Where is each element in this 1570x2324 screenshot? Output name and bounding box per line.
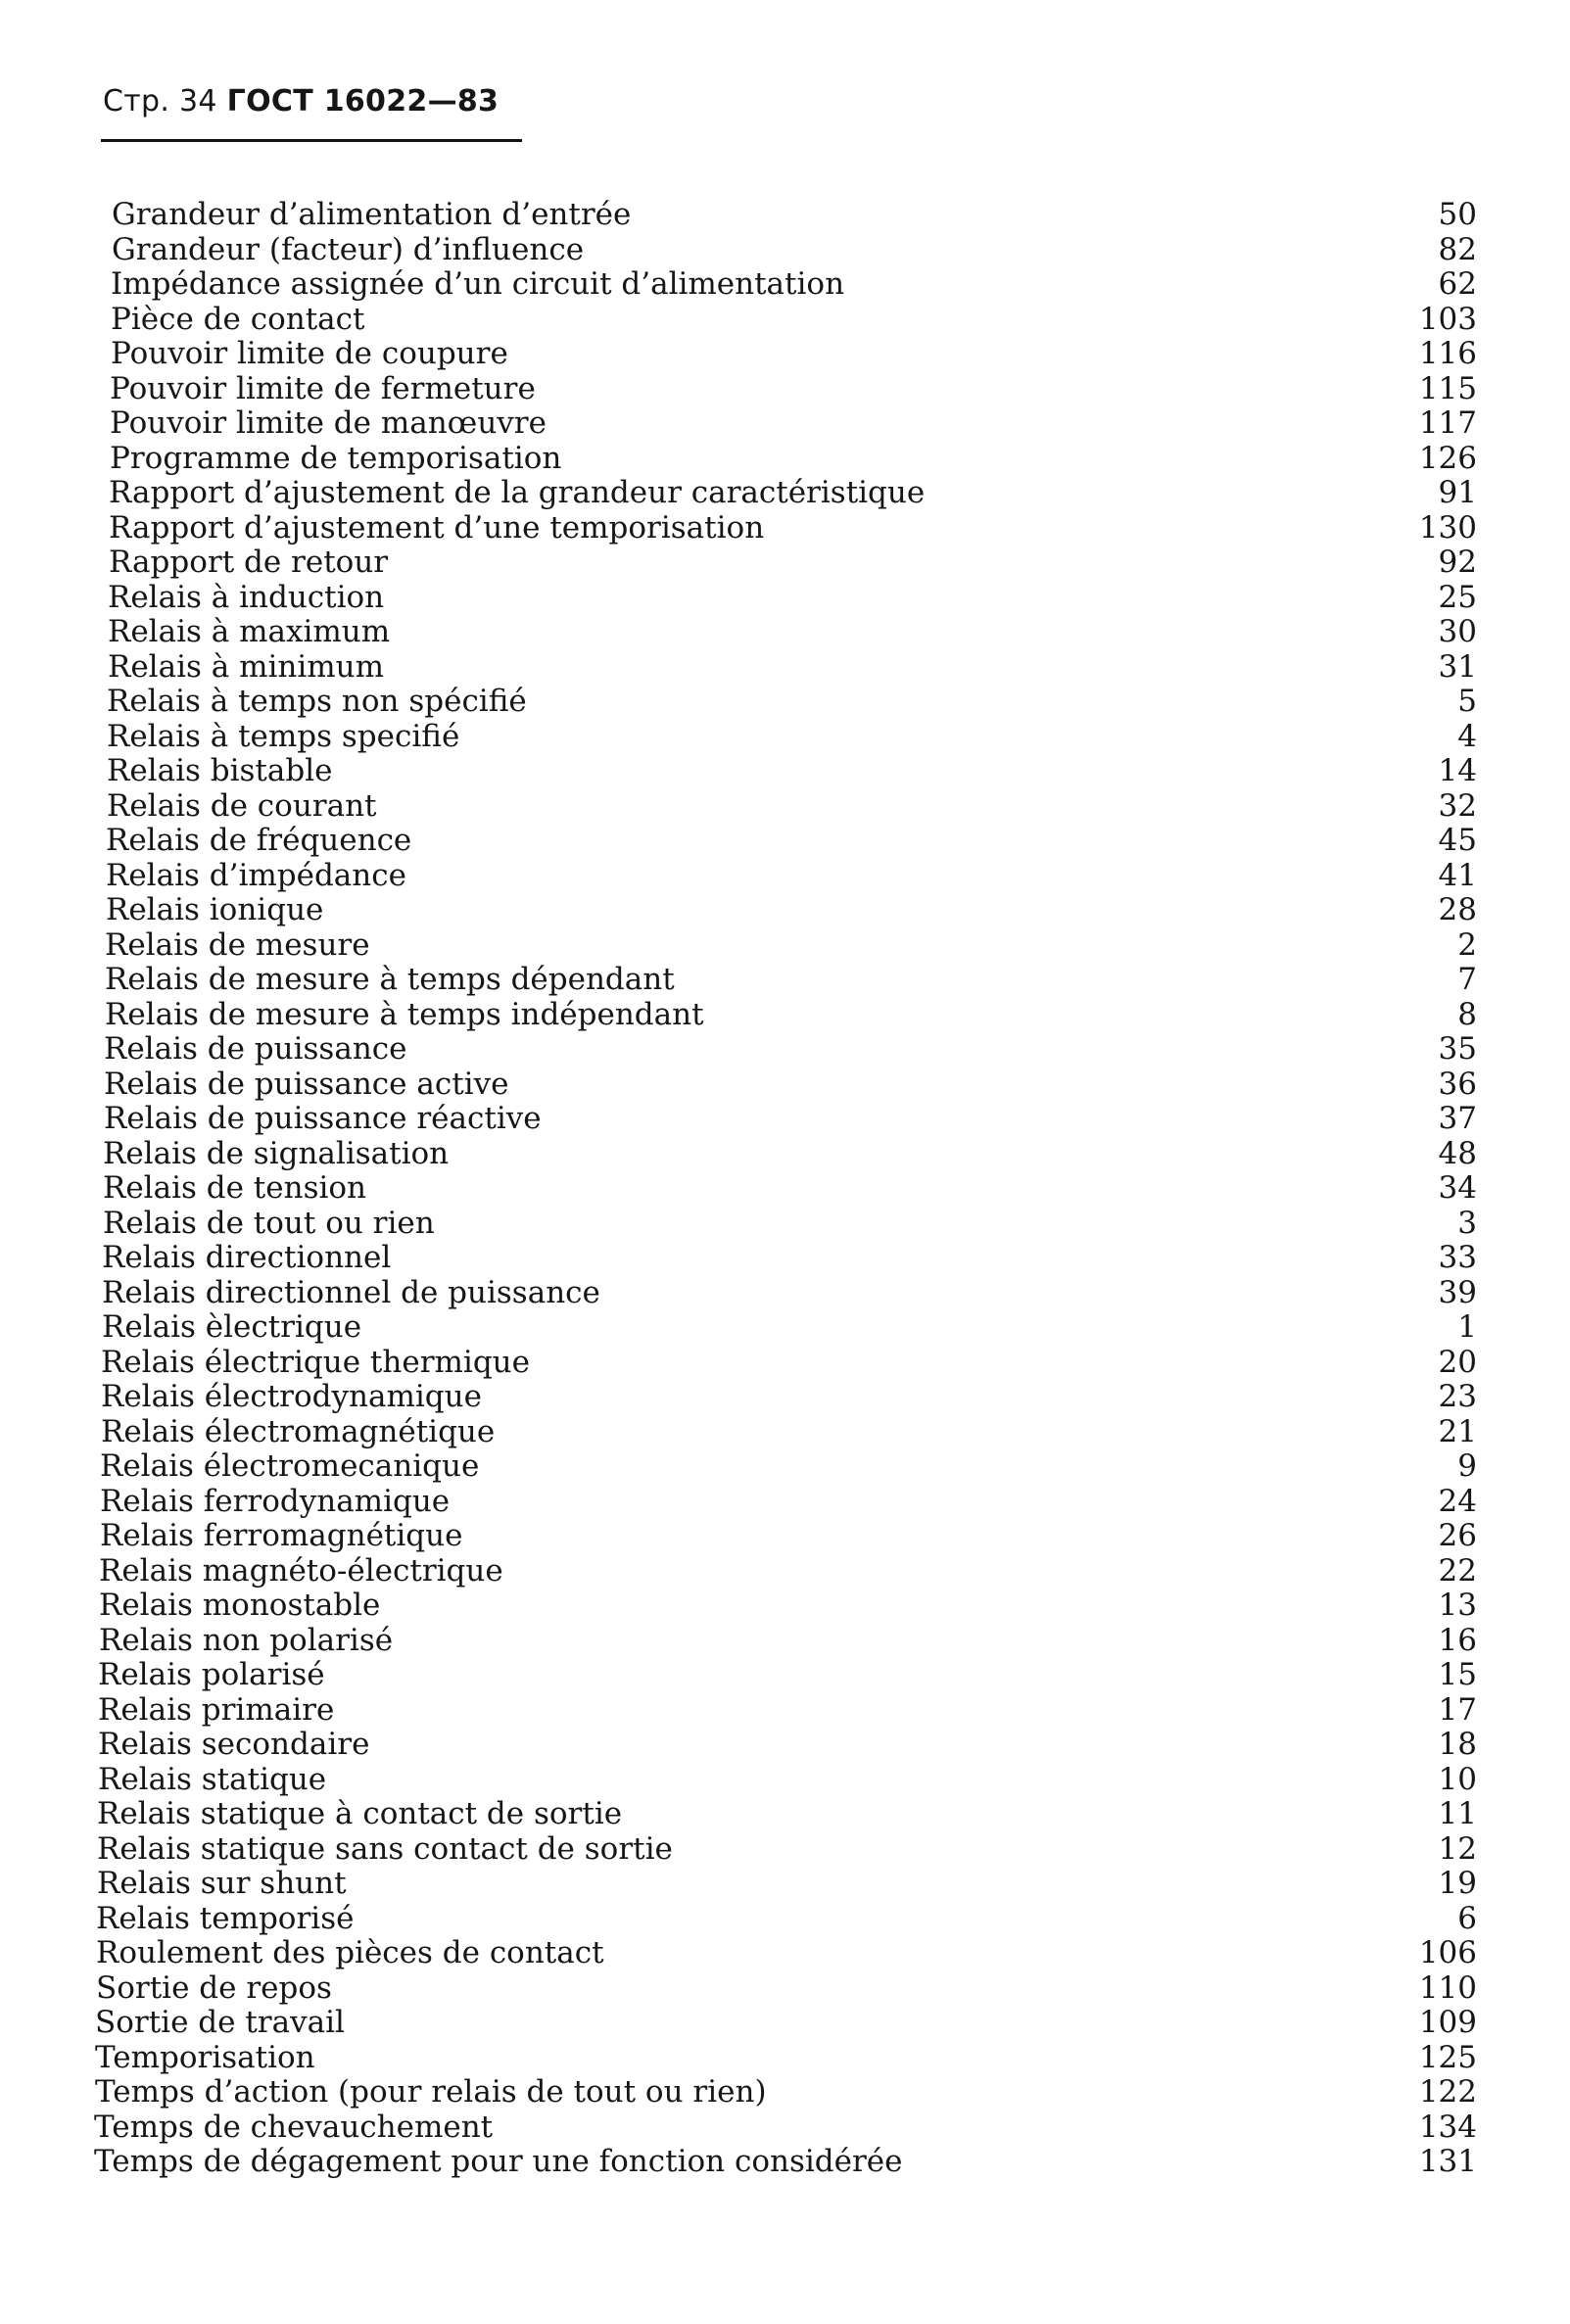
index-entry	[94, 1380, 1477, 1415]
index-entry	[94, 650, 1477, 686]
index-term-number: 103	[1418, 301, 1477, 337]
index-term-number: 32	[1438, 787, 1477, 824]
index-entry	[94, 1310, 1477, 1346]
index-term-number: 115	[1418, 370, 1477, 406]
index-term-number: 24	[1438, 1483, 1477, 1519]
index-term: Relais d’impédance	[106, 857, 406, 893]
index-entry	[94, 1067, 1477, 1103]
index-term-number: 13	[1438, 1588, 1477, 1623]
index-term: Sortie de repos	[96, 1969, 332, 2006]
index-term-number: 110	[1418, 1969, 1477, 2006]
index-entry	[94, 1867, 1477, 1902]
index-entry	[94, 720, 1477, 755]
index-term-number: 23	[1438, 1379, 1477, 1414]
index-term: Relais à temps non spécifié	[107, 684, 527, 719]
standard-designation: ГОСТ 16022—83	[226, 84, 500, 119]
index-entry	[94, 1207, 1477, 1242]
index-entry	[94, 545, 1477, 581]
index-entry	[94, 1797, 1477, 1832]
index-entry	[94, 1032, 1477, 1067]
index-term-number: 50	[1438, 197, 1477, 232]
index-entry	[94, 824, 1477, 859]
index-term-number: 30	[1438, 614, 1477, 649]
page-header	[101, 80, 522, 142]
index-entry	[94, 1936, 1477, 1971]
index-term: Impédance assignée d’un circuit d’alimentation	[111, 266, 845, 302]
index-term-number: 91	[1438, 475, 1477, 510]
index-term: Relais à maximum	[108, 614, 391, 649]
index-entry	[94, 1519, 1477, 1554]
index-entry	[94, 615, 1477, 650]
index-term: Relais électrique thermique	[101, 1344, 530, 1380]
index-term-number: 7	[1457, 962, 1477, 997]
index-term: Relais à induction	[108, 579, 385, 615]
index-entry	[94, 511, 1477, 546]
index-term: Relais magnéto-électrique	[99, 1552, 503, 1589]
index-term-number: 10	[1438, 1761, 1477, 1797]
index-term-number: 62	[1438, 266, 1477, 302]
index-entry	[94, 372, 1477, 407]
index-term-number: 5	[1457, 684, 1477, 719]
index-term-number: 11	[1438, 1796, 1477, 1831]
index-term-number: 106	[1418, 1935, 1477, 1970]
index-entry	[94, 754, 1477, 789]
index-entry	[94, 928, 1477, 964]
index-term-number: 82	[1438, 231, 1477, 267]
index-term-number: 31	[1438, 648, 1477, 685]
index-term: Relais temporisé	[96, 1900, 355, 1936]
index-term: Relais polarisé	[98, 1657, 325, 1692]
index-entry	[94, 1485, 1477, 1520]
index-term-number: 109	[1418, 2005, 1477, 2040]
index-entry	[94, 998, 1477, 1033]
index-term: Relais statique à contact de sortie	[97, 1796, 623, 1831]
index-term: Relais sur shunt	[97, 1866, 347, 1901]
index-term: Temps de dégagement pour une fonction considérée	[94, 2144, 903, 2179]
index-term: Relais de tout ou rien	[103, 1205, 435, 1241]
index-term-number: 122	[1418, 2074, 1477, 2110]
index-term-number: 14	[1438, 753, 1477, 788]
index-entry	[94, 1346, 1477, 1381]
index-term: Relais à temps specifié	[107, 718, 460, 754]
index-term: Relais statique	[98, 1761, 327, 1797]
index-term-number: 25	[1438, 579, 1477, 615]
page-number-label: Стр. 34	[103, 84, 217, 119]
index-entry	[94, 1693, 1477, 1729]
index-entry	[94, 476, 1477, 511]
index-term-number: 20	[1438, 1344, 1477, 1380]
index-term: Relais bistable	[107, 753, 333, 788]
index-entry	[94, 1137, 1477, 1172]
index-term-number: 9	[1457, 1448, 1477, 1484]
index-term: Relais directionnel	[102, 1240, 392, 1275]
index-entry	[94, 442, 1477, 477]
index-term-number: 16	[1438, 1622, 1477, 1658]
index-term: Relais de signalisation	[103, 1135, 450, 1171]
index-term-number: 45	[1438, 823, 1477, 858]
index-entry	[94, 267, 1477, 303]
index-entry	[94, 1902, 1477, 1937]
index-entry	[94, 1624, 1477, 1659]
index-entry	[94, 1658, 1477, 1693]
index-term: Relais monostable	[99, 1588, 381, 1623]
index-entry	[94, 1832, 1477, 1868]
index-term-number: 130	[1418, 509, 1477, 545]
index-term-number: 22	[1438, 1552, 1477, 1589]
index-term: Relais électromagnétique	[101, 1413, 496, 1449]
index-term: Rapport d’ajustement d’une temporisation	[109, 509, 765, 545]
index-entry	[94, 685, 1477, 720]
index-entry	[94, 789, 1477, 825]
index-term-number: 4	[1457, 718, 1477, 754]
index-entry	[94, 1102, 1477, 1137]
index-term: Relais de courant	[107, 787, 377, 824]
index-entry	[94, 859, 1477, 894]
index-entry	[94, 1276, 1477, 1311]
index-term-number: 12	[1438, 1830, 1477, 1867]
index-term-number: 41	[1438, 857, 1477, 893]
index-term-number: 18	[1438, 1727, 1477, 1762]
index-term: Pouvoir limite de coupure	[111, 336, 508, 371]
index-entry	[94, 893, 1477, 928]
index-entry	[94, 1971, 1477, 2007]
index-term: Programme de temporisation	[110, 440, 562, 476]
index-term-number: 48	[1438, 1135, 1477, 1171]
index-term-number: 131	[1418, 2144, 1477, 2179]
index-entry	[94, 2006, 1477, 2041]
index-term: Relais électrodynamique	[101, 1379, 482, 1414]
index-term: Sortie de travail	[95, 2005, 345, 2040]
index-term-number: 117	[1418, 405, 1477, 441]
index-term: Relais èlectrique	[102, 1309, 362, 1345]
index-term: Grandeur d’alimentation d’entrée	[112, 197, 632, 232]
index-term: Rapport de retour	[109, 545, 389, 580]
index-term-number: 116	[1418, 336, 1477, 371]
index-term: Relais de tension	[103, 1170, 367, 1206]
index-entry	[94, 198, 1477, 233]
index-entry	[94, 1415, 1477, 1450]
index-term-number: 3	[1457, 1205, 1477, 1241]
index-term-number: 134	[1418, 2109, 1477, 2145]
index-term: Rapport d’ajustement de la grandeur caractéristique	[109, 475, 926, 510]
index-term-number: 39	[1438, 1274, 1477, 1310]
index-term: Relais secondaire	[98, 1727, 370, 1762]
index-term-number: 35	[1438, 1031, 1477, 1067]
index-entry	[94, 233, 1477, 268]
index-entry	[94, 337, 1477, 372]
index-entry	[94, 581, 1477, 616]
index-entry	[94, 1728, 1477, 1763]
index-term-number: 37	[1438, 1101, 1477, 1136]
index-term: Relais ionique	[106, 892, 324, 927]
index-term: Grandeur (facteur) d’influence	[112, 231, 585, 267]
index-entry	[94, 963, 1477, 998]
index-entry	[94, 406, 1477, 442]
index-term-number: 33	[1438, 1240, 1477, 1275]
index-entry	[94, 2145, 1477, 2180]
index-term: Relais de puissance réactive	[104, 1101, 542, 1136]
index-term: Relais électromecanique	[100, 1448, 480, 1484]
index-term: Pièce de contact	[111, 301, 365, 337]
index-term: Relais primaire	[98, 1691, 335, 1728]
index-entry	[94, 2041, 1477, 2076]
index-entry	[94, 2075, 1477, 2111]
index-entry	[94, 1554, 1477, 1589]
index-term-number: 2	[1457, 926, 1477, 963]
index-entry	[94, 2111, 1477, 2146]
index-entry	[94, 303, 1477, 338]
index-term: Relais de mesure à temps dépendant	[105, 962, 675, 997]
index-entry	[94, 1241, 1477, 1276]
index-term: Pouvoir limite de manœuvre	[110, 405, 547, 441]
index-entry	[94, 1589, 1477, 1624]
index-term-number: 28	[1438, 892, 1477, 927]
index-term-number: 34	[1438, 1170, 1477, 1206]
index-term-number: 8	[1457, 996, 1477, 1032]
index-term-number: 17	[1438, 1691, 1477, 1728]
index-term-number: 21	[1438, 1413, 1477, 1449]
index-entry	[94, 1171, 1477, 1207]
index-term: Relais statique sans contact de sortie	[97, 1830, 673, 1867]
index-term-number: 1	[1457, 1309, 1477, 1345]
index-term: Temps de chevauchement	[94, 2109, 494, 2145]
index-term-number: 19	[1438, 1866, 1477, 1901]
index-term: Relais de mesure à temps indépendant	[105, 996, 704, 1032]
index-term: Relais ferromagnétique	[100, 1518, 463, 1553]
index-term: Pouvoir limite de fermeture	[110, 370, 536, 406]
index-term-number: 26	[1438, 1518, 1477, 1553]
index-term: Relais de fréquence	[106, 823, 412, 858]
index-term: Roulement des pièces de contact	[96, 1935, 604, 1970]
index-term-number: 92	[1438, 545, 1477, 580]
index-term-number: 125	[1418, 2039, 1477, 2075]
index-term-number: 15	[1438, 1657, 1477, 1692]
index-term: Temps d’action (pour relais de tout ou rien)	[95, 2074, 767, 2110]
index-entry	[94, 1763, 1477, 1798]
index-term-number: 36	[1438, 1066, 1477, 1102]
term-index-list	[94, 198, 1477, 2180]
index-term: Relais à minimum	[108, 648, 385, 685]
header-text	[103, 84, 499, 119]
index-term: Relais non polarisé	[99, 1622, 394, 1658]
index-term: Relais de puissance active	[104, 1066, 509, 1102]
index-term: Relais de mesure	[105, 926, 370, 963]
index-term: Relais directionnel de puissance	[102, 1274, 600, 1310]
index-term: Temporisation	[95, 2039, 315, 2075]
index-term-number: 6	[1457, 1900, 1477, 1936]
index-term-number: 126	[1418, 440, 1477, 476]
index-term: Relais de puissance	[104, 1031, 407, 1067]
index-entry	[94, 1449, 1477, 1485]
index-term: Relais ferrodynamique	[100, 1483, 451, 1519]
